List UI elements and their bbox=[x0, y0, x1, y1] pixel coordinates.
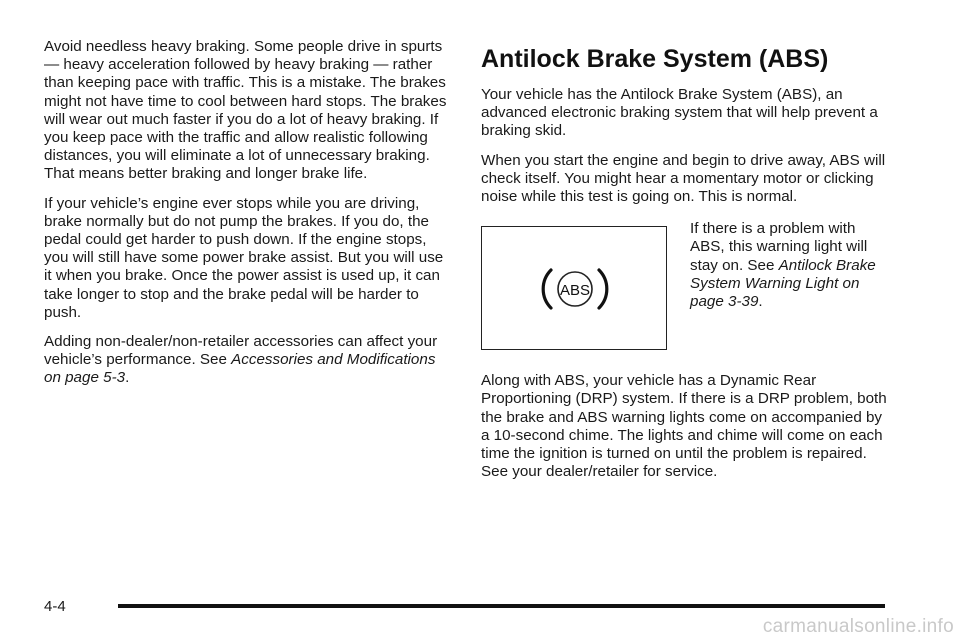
paragraph-drp: Along with ABS, your vehicle has a Dynamic Rear Proportioning (DRP) system. If there is a DRP problem, both the brake and ABS warning lights come on accompanied by a 10-second chime. The lights and chime will come on each time the ignition is turned on until the problem is repaired. See your dealer/retailer for service. bbox=[481, 372, 887, 481]
abs-warning-light-icon bbox=[540, 265, 610, 313]
abs-caption-end: . bbox=[758, 293, 763, 311]
paragraph-accessories bbox=[44, 333, 452, 388]
left-column bbox=[44, 38, 452, 399]
right-column bbox=[481, 38, 891, 492]
paragraph-abs-intro: Your vehicle has the Antilock Brake System (ABS), an advanced electronic braking system that will help prevent a braking skid. bbox=[481, 86, 878, 140]
accessories-reference: Accessories and Modifications on page 5-3 bbox=[44, 351, 436, 387]
section-heading: Antilock Brake System (ABS) bbox=[481, 45, 829, 73]
footer-rule bbox=[118, 604, 885, 608]
watermark: carmanualsonline.info bbox=[762, 616, 954, 637]
accessories-end: . bbox=[125, 369, 130, 387]
page-number: 4-4 bbox=[44, 598, 66, 615]
abs-icon-label: ABS bbox=[559, 282, 591, 300]
abs-caption-reference: Antilock Brake System Warning Light on page 3-39 bbox=[690, 256, 876, 311]
abs-caption-text: If there is a problem with ABS, this warning light will stay on. See bbox=[690, 220, 868, 274]
abs-warning-caption bbox=[690, 220, 890, 311]
abs-figure-box bbox=[481, 226, 667, 350]
paragraph-engine-stops: If your vehicle’s engine ever stops while you are driving, brake normally but do not pump the brakes. If you do, the pedal could get harder to push down. If the engine stops, you will still have some power brake assist. But you will use it when you brake. Once the power assist is used up, it can take longer to stop and the brake pedal will be harder to push. bbox=[44, 194, 444, 321]
paragraph-abs-self-check: When you start the engine and begin to drive away, ABS will check itself. You might hear a momentary motor or clicking noise while this test is going on. This is normal. bbox=[481, 151, 886, 206]
abs-figure-row bbox=[481, 220, 891, 362]
accessories-text: Adding non-dealer/non-retailer accessories can affect your vehicle’s performance. See bbox=[44, 333, 438, 369]
paragraph-heavy-braking: Avoid needless heavy braking. Some people drive in spurts — heavy acceleration followed by heavy braking — rather than keeping pace with traffic. This is a mistake. The brakes might not have time to cool between hard stops. The brakes will wear out much faster if you do a lot of heavy braking. If you keep pace with the traffic and allow realistic following distances, you will eliminate a lot of unnecessary braking. That means better braking and longer brake life. bbox=[44, 38, 447, 183]
